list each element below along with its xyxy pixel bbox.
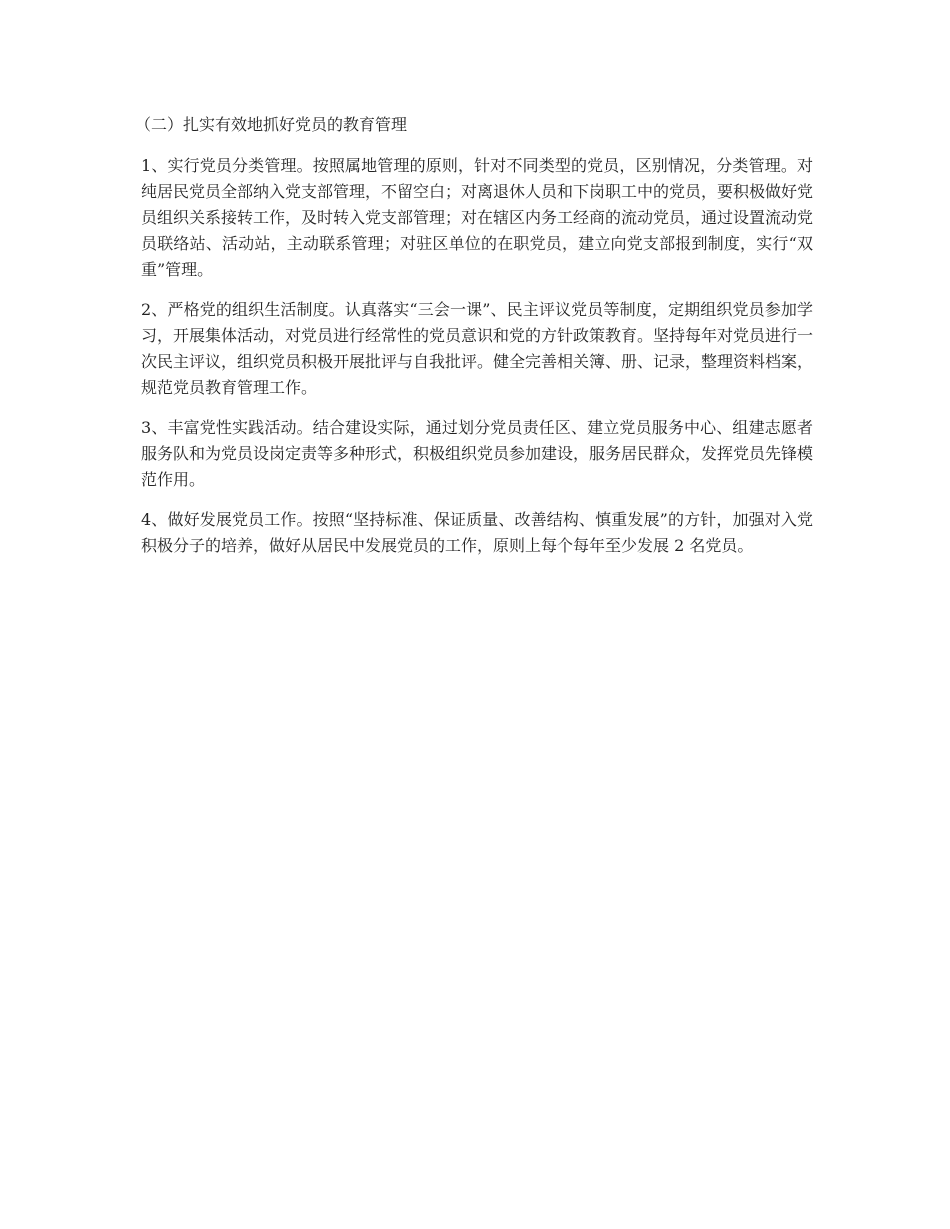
paragraph-3: 3、丰富党性实践活动。结合建设实际，通过划分党员责任区、建立党员服务中心、组建志愿者服务队和为党员设岗定责等多种形式，积极组织党员参加建设，服务居民群众，发挥党员先锋模范作用。 xyxy=(141,418,814,489)
document-page xyxy=(135,112,814,573)
section-heading: （二）扎实有效地抓好党员的教育管理 xyxy=(135,115,408,134)
paragraph-1: 1、实行党员分类管理。按照属地管理的原则，针对不同类型的党员，区别情况，分类管理。对纯居民党员全部纳入党支部管理，不留空白；对离退休人员和下岗职工中的党员，要积极做好党员组织关系接转工作，及时转入党支部管理；对在辖区内务工经商的流动党员，通过设置流动党员联络站、活动站，主动联系管理；对驻区单位的在职党员，建立向党支部报到制度，实行“双重”管理。 xyxy=(141,156,814,279)
paragraph-4: 4、做好发展党员工作。按照“坚持标准、保证质量、改善结构、慎重发展”的方针，加强对入党积极分子的培养，做好从居民中发展党员的工作，原则上每个每年至少发展 2 名党员。 xyxy=(141,510,813,555)
paragraph-2: 2、严格党的组织生活制度。认真落实“三会一课”、民主评议党员等制度，定期组织党员参加学习，开展集体活动，对党员进行经常性的党员意识和党的方针政策教育。坚持每年对党员进行一次民主评议，组织党员积极开展批评与自我批评。健全完善相关簿、册、记录，整理资料档案，规范党员教育管理工作。 xyxy=(141,300,814,397)
